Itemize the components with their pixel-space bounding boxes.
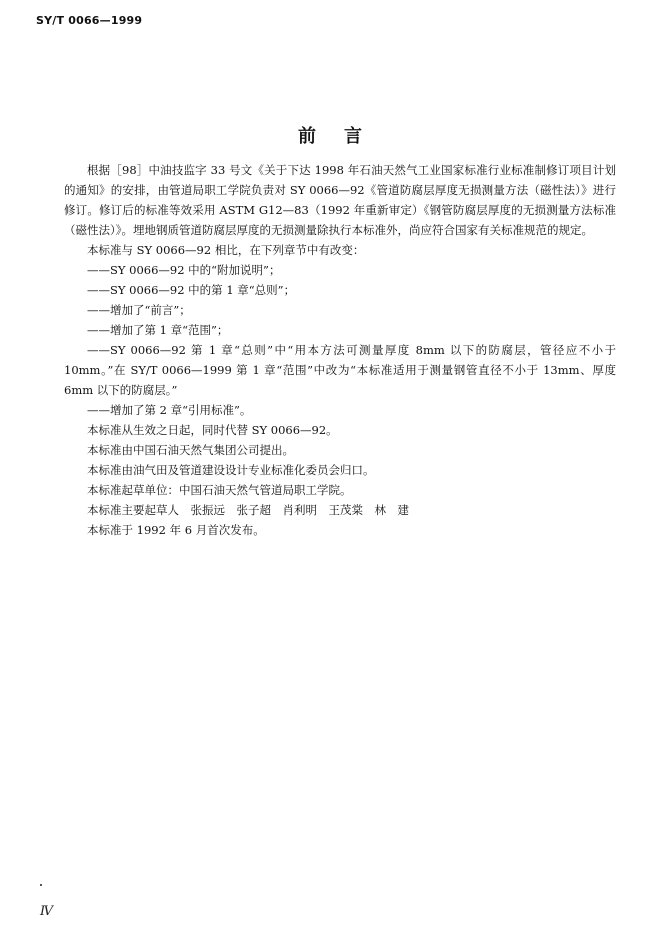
paragraph-proposer: 本标准由中国石油天然气集团公司提出。	[87, 443, 294, 457]
page-number: Ⅳ	[40, 904, 53, 919]
paragraph-drafting-unit: 本标准起草单位：中国石油天然气管道局职工学院。	[87, 483, 352, 497]
title-char-2: 言	[344, 126, 364, 147]
page-title	[0, 122, 662, 148]
standard-code-header: SY/T 0066—1999	[36, 14, 143, 27]
paragraph-replacement: 本标准从生效之日起，同时代替 SY 0066—92。	[87, 423, 338, 437]
change-item: ——SY 0066—92 中的第 1 章“总则”；	[87, 283, 296, 297]
change-item: ——增加了第 2 章“引用标准”。	[87, 403, 252, 417]
paragraph-committee: 本标准由油气田及管道建设设计专业标准化委员会归口。	[87, 463, 375, 477]
footer-dot	[40, 884, 42, 886]
paragraph-drafters: 本标准主要起草人 张振远 张子超 肖利明 王茂棠 林 建	[87, 503, 409, 517]
change-item: ——增加了“前言”；	[87, 303, 191, 317]
foreword-body	[64, 160, 616, 540]
change-item: ——增加了第 1 章“范围”；	[87, 323, 229, 337]
change-item: ——SY 0066—92 第 1 章“总则”中“用本方法可测量厚度 8mm 以下的防腐层，管径应不小于 10mm。”在 SY/T 0066—1999 第 1 章“范围”中改为“本标准适用于测量钢管直径不小于 13mm、厚度 6mm 以下的防腐层。”	[64, 343, 616, 397]
title-char-1: 前	[298, 126, 318, 147]
paragraph-basis: 根据［98］中油技监字 33 号文《关于下达 1998 年石油天然气工业国家标准行业标准制修订项目计划的通知》的安排，由管道局职工学院负责对 SY 0066—92《管道防腐层厚度无损测量方法（磁性法）》进行修订。修订后的标准等效采用 ASTM G12—83（1992 年重新审定）《钢管防腐层厚度的无损测量方法标准（磁性法）》。埋地钢质管道防腐层厚度的无损测量除执行本标准外，尚应符合国家有关标准规范的规定。	[64, 163, 616, 237]
paragraph-first-release: 本标准于 1992 年 6 月首次发布。	[87, 523, 265, 537]
paragraph-changes-intro: 本标准与 SY 0066—92 相比，在下列章节中有改变：	[87, 243, 365, 257]
change-item: ——SY 0066—92 中的“附加说明”；	[87, 263, 281, 277]
